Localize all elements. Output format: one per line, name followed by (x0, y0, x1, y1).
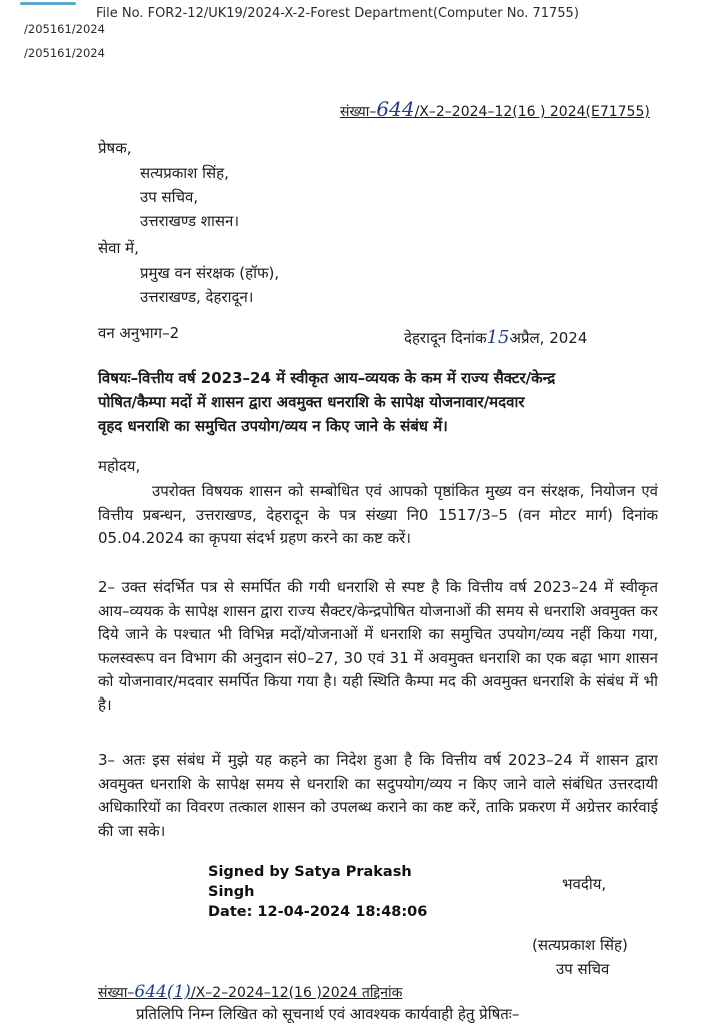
digital-signature (208, 862, 427, 922)
subject-line-3: वृहद धनराशि का समुचित उपयोग/व्यय न किए जाने के संबंध में। (98, 417, 448, 435)
sender-office: उत्तराखण्ड शासन। (140, 212, 240, 230)
endorsement-prefix: संख्या– (98, 985, 135, 1001)
paragraph-3: 3– अतः इस संबंध में मुझे यह कहने का निदेश हुआ है कि वित्तीय वर्ष 2023–24 में शासन द्वारा अवमुक्त धनराशि के सापेक्ष समय से धनराशि का सदुपयोग/व्यय न किए जाने वाले संबंधित उत्तरदायी अधिकारियों का विवरण तत्काल शासन को उपलब्ध कराने का कष्ट करें, ताकि प्रकरण में अग्रेत्तर कार्रवाई की जा सके। (98, 751, 658, 840)
closing-name: (सत्यप्रकाश सिंह) (532, 936, 628, 954)
signature-date: Date: 12-04-2024 18:48:06 (208, 904, 428, 920)
scanner-mark (20, 2, 76, 5)
reference-number-handwritten: 644 (376, 97, 415, 121)
recipient-place: उत्तराखण्ड, देहरादून। (140, 288, 254, 306)
closing-designation: उप सचिव (556, 960, 610, 978)
sender-designation: उप सचिव, (140, 188, 199, 206)
section-name: वन अनुभाग–2 (98, 324, 180, 342)
endorsement-suffix: /X–2–2024–12(16 )2024 तद्दिनांक (190, 985, 403, 1001)
paragraph-2: 2– उक्त संदर्भित पत्र से समर्पित की गयी धनराशि से स्पष्ट है कि वित्तीय वर्ष 2023–24 में स्वीकृत आय–व्ययक के सापेक्ष शासन द्वारा राज्य सैक्टर/केन्द्रपोषित योजनाओं की समय से धनराशि अवमुक्त कर दिये जाने के पश्चात भी विभिन्न मदों/योजनाओं में धनराशि का समुचित उपयोग/व्यय नहीं किया गया, फलस्वरूप वन विभाग की अनुदान सं0–27, 30 एवं 31 में अवमुक्त धनराशि का एक बढ़ा भाग शासन को योजनावार/मदवार समर्पित किया गया है। यही स्थिति कैम्पा मद की अवमुक्त धनराशि के संबंध में भी है। (98, 578, 658, 714)
letter-reference (340, 97, 650, 121)
recipient-label: सेवा में, (98, 239, 139, 257)
endorsement-reference (98, 982, 402, 1002)
signature-line-2: Singh (208, 884, 255, 900)
sender-name: सत्यप्रकाश सिंह, (140, 164, 229, 182)
receipt-stamp: /205161/2024 (24, 22, 105, 36)
subject-line-2: पोषित/कैम्पा मदों में शासन द्वारा अवमुक्त धनराशि के सापेक्ष योजनावार/मदवार (98, 393, 525, 411)
copy-forward-line: प्रतिलिपि निम्न लिखित को सूचनार्थ एवं आवश्यक कार्यवाही हेतु प्रेषितः– (136, 1005, 520, 1023)
receipt-stamp: /205161/2024 (24, 46, 105, 60)
recipient-name: प्रमुख वन संरक्षक (हॉफ), (140, 264, 280, 282)
date-day-handwritten: 15 (486, 327, 510, 348)
closing-regards: भवदीय, (562, 875, 607, 893)
reference-prefix: संख्या– (340, 104, 377, 120)
sender-label: प्रेषक, (98, 139, 132, 157)
file-number-line: File No. FOR2-12/UK19/2024-X-2-Forest Department(Computer No. 71755) (96, 6, 579, 21)
reference-suffix: /X–2–2024–12(16 ) 2024(E71755) (414, 104, 650, 120)
date-prefix: देहरादून दिनांक (404, 329, 487, 347)
salutation: महोदय, (98, 457, 141, 475)
subject-line-1: विषयः–वित्तीय वर्ष 2023–24 में स्वीकृत आय–व्ययक के कम में राज्य सैक्टर/केन्द्र (98, 369, 556, 387)
endorsement-number-handwritten: 644(1) (134, 982, 191, 1002)
dateline (404, 327, 587, 349)
signature-line-1: Signed by Satya Prakash (208, 864, 412, 880)
paragraph-1: उपरोक्त विषयक शासन को सम्बोधित एवं आपको पृष्ठांकित मुख्य वन संरक्षक, नियोजन एवं वित्तीय प्रबन्धन, उत्तराखण्ड, देहरादून के पत्र संख्या नि0 1517/3–5 (वन मोटर मार्ग) दिनांक 05.04.2024 का कृपया संदर्भ ग्रहण करने का कष्ट करें। (98, 482, 658, 547)
date-rest: अप्रैल, 2024 (509, 329, 588, 347)
